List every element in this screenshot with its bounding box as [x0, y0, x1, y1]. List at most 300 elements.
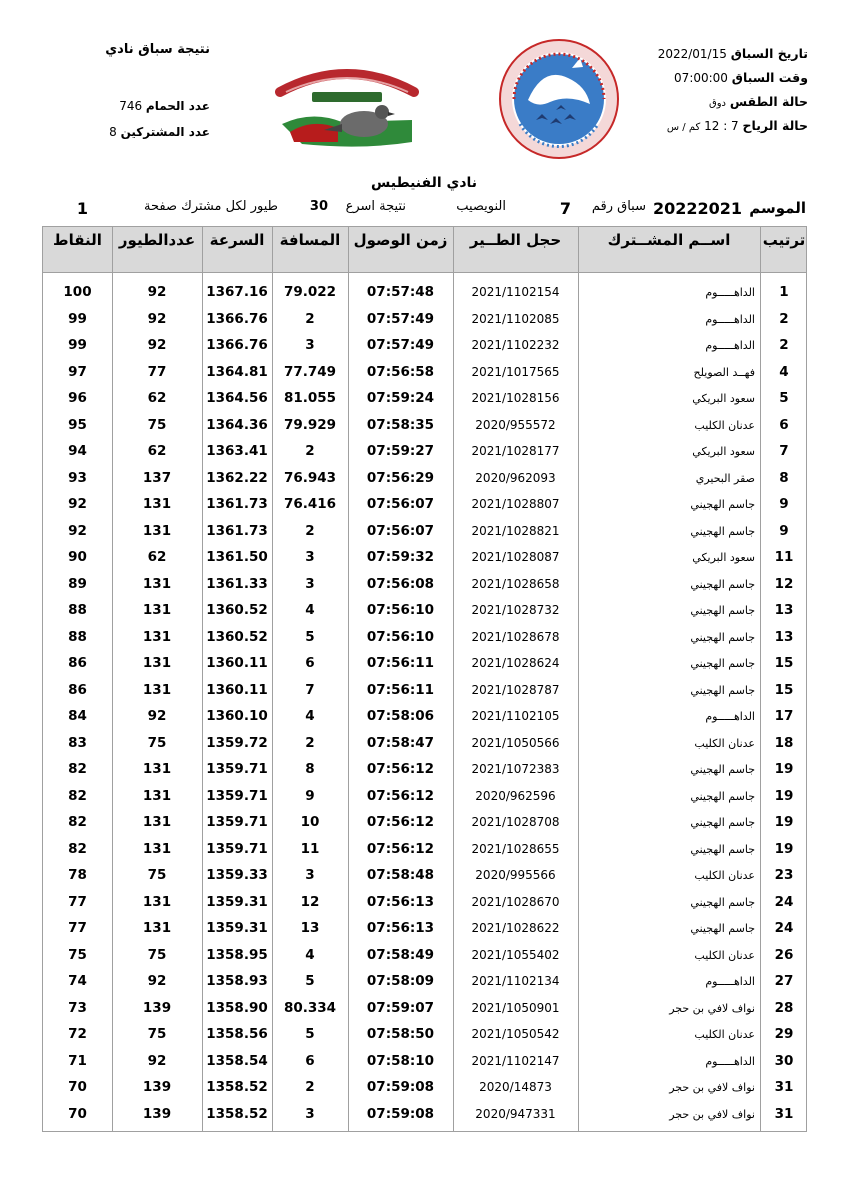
cell-birds: 92 [147, 1052, 167, 1069]
cell-participant: الداهـــــوم [705, 975, 755, 988]
cell-speed: 1359.71 [206, 761, 268, 777]
table-row [43, 624, 806, 651]
cell-participant: جاسم الهجيني [690, 498, 755, 511]
cell-ring: 2020/962596 [475, 788, 556, 803]
result-title: نتيجة سباق نادي [105, 42, 210, 57]
cell-points: 82 [68, 787, 87, 804]
table-row [43, 915, 806, 942]
cell-speed: 1362.22 [206, 469, 268, 486]
col-speed: السرعة [209, 231, 265, 249]
cell-speed: 1366.76 [206, 337, 268, 353]
race-number-label: سباق رقم [591, 199, 646, 214]
cell-ring: 2021/1028624 [471, 656, 560, 670]
cell-points: 74 [68, 973, 87, 989]
cell-arrival-time: 07:56:58 [366, 363, 435, 380]
cell-arrival-time: 07:56:07 [366, 522, 435, 539]
cell-speed: 1358.56 [206, 1026, 268, 1042]
cell-speed: 1361.33 [206, 575, 268, 592]
cell-birds: 131 [142, 602, 172, 618]
cell-ring: 2021/1102134 [471, 974, 560, 988]
cell-speed: 1359.71 [206, 814, 268, 830]
cell-speed: 1361.73 [206, 496, 268, 512]
cell-ring: 2021/1028821 [471, 523, 560, 538]
cell-speed: 1359.31 [206, 920, 268, 936]
wind-row [628, 114, 808, 138]
cell-points: 70 [68, 1079, 87, 1095]
cell-birds: 75 [147, 946, 167, 963]
page-number: 1 [76, 199, 88, 218]
table-header [43, 227, 806, 273]
cell-rank: 9 [779, 522, 789, 539]
table-row [43, 703, 806, 730]
cell-birds: 131 [142, 920, 172, 936]
cell-rank: 26 [774, 946, 794, 963]
cell-ring: 2021/1072383 [471, 762, 560, 776]
cell-distance: 76.416 [283, 496, 337, 512]
cell-birds: 131 [142, 628, 172, 645]
season-label: الموسم [749, 199, 806, 217]
cell-rank: 31 [774, 1105, 794, 1122]
wind-value: 7 : 12 [704, 119, 739, 133]
cell-birds: 92 [147, 973, 167, 989]
cell-distance: 77.749 [283, 363, 337, 380]
cell-arrival-time: 07:58:49 [366, 946, 435, 963]
col-ring: حجل الطــير [469, 231, 562, 249]
cell-points: 99 [68, 337, 87, 353]
cell-distance: 11 [300, 840, 320, 857]
cell-speed: 1366.76 [206, 310, 268, 327]
cell-participant: نواف لافي بن حجر [669, 1081, 755, 1094]
cell-participant: جاسم الهجيني [690, 816, 755, 829]
cell-rank: 19 [774, 761, 794, 777]
cell-rank: 6 [779, 416, 789, 433]
cell-ring: 2020/962093 [475, 470, 556, 485]
cell-distance: 8 [305, 761, 315, 777]
cell-ring: 2021/1028670 [471, 894, 560, 909]
cell-arrival-time: 07:59:24 [366, 390, 435, 406]
cell-birds: 62 [147, 390, 167, 406]
cell-distance: 4 [305, 946, 315, 963]
cell-points: 82 [68, 840, 87, 857]
cell-participant: جاسم الهجيني [690, 577, 755, 591]
race-info-line [44, 199, 806, 225]
cell-rank: 8 [779, 469, 789, 486]
cell-rank: 24 [774, 893, 794, 910]
table-row [43, 650, 806, 677]
cell-points: 82 [68, 814, 87, 830]
cell-arrival-time: 07:58:48 [366, 867, 435, 883]
cell-points: 100 [63, 284, 92, 300]
cell-rank: 19 [774, 814, 794, 830]
cell-rank: 2 [779, 310, 789, 327]
cell-ring: 2021/1055402 [471, 947, 560, 962]
cell-speed: 1361.73 [206, 522, 268, 539]
cell-arrival-time: 07:57:48 [366, 284, 435, 300]
cell-speed: 1358.54 [206, 1052, 268, 1069]
cell-rank: 23 [774, 867, 794, 883]
cell-speed: 1363.41 [206, 443, 268, 459]
cell-birds: 131 [142, 840, 172, 857]
participants-count-label: عدد المشتركين [120, 125, 210, 139]
cell-distance: 79.022 [283, 284, 337, 300]
cell-speed: 1359.71 [206, 787, 268, 804]
table-row [43, 544, 806, 571]
cell-points: 83 [68, 734, 87, 751]
club-name: نادي الفنيطيس [370, 175, 478, 191]
cell-birds: 131 [142, 522, 172, 539]
cell-arrival-time: 07:59:27 [366, 443, 435, 459]
table-row [43, 862, 806, 889]
cell-participant: جاسم الهجيني [690, 604, 755, 617]
cell-distance: 5 [305, 973, 315, 989]
cell-ring: 2021/1028678 [471, 629, 560, 644]
cell-distance: 80.334 [283, 999, 337, 1016]
cell-participant: عدنان الكليب [694, 1028, 755, 1041]
cell-distance: 3 [305, 867, 315, 883]
cell-arrival-time: 07:56:13 [366, 920, 435, 936]
cell-rank: 24 [774, 920, 794, 936]
cell-participant: جاسم الهجيني [690, 630, 755, 644]
cell-speed: 1358.93 [206, 973, 268, 989]
cell-distance: 3 [305, 337, 315, 353]
cell-distance: 3 [305, 575, 315, 592]
fastest-count: 30 [309, 199, 328, 214]
cell-birds: 131 [142, 893, 172, 910]
table-row [43, 306, 806, 333]
cell-birds: 131 [142, 655, 172, 671]
cell-distance: 2 [305, 310, 315, 327]
race-date-label: تاريخ السباق [730, 46, 808, 61]
cell-participant: الداهـــــوم [705, 1054, 755, 1068]
cell-participant: جاسم الهجيني [690, 763, 755, 776]
cell-ring: 2021/1102154 [471, 285, 560, 299]
cell-ring: 2021/1028807 [471, 497, 560, 511]
table-row [43, 491, 806, 518]
cell-participant: سعود البريكي [692, 445, 755, 458]
cell-speed: 1364.81 [206, 363, 268, 380]
cell-arrival-time: 07:56:10 [366, 602, 435, 618]
cell-participant: الداهـــــوم [705, 286, 755, 299]
cell-birds: 131 [142, 575, 172, 592]
cell-rank: 18 [774, 734, 794, 751]
cell-arrival-time: 07:56:12 [366, 761, 435, 777]
cell-points: 89 [68, 575, 87, 592]
race-date: 2022/01/15 [657, 47, 727, 61]
cell-distance: 5 [305, 628, 315, 645]
table-row [43, 332, 806, 359]
cell-points: 77 [68, 893, 87, 910]
cell-speed: 1358.52 [206, 1105, 268, 1122]
cell-ring: 2021/1050566 [471, 735, 560, 750]
cell-points: 78 [68, 867, 87, 883]
cell-birds: 131 [142, 814, 172, 830]
race-date-row [628, 42, 808, 66]
cell-distance: 2 [305, 443, 315, 459]
cell-arrival-time: 07:59:32 [366, 549, 435, 565]
col-arrival: زمن الوصول [353, 231, 448, 249]
cell-arrival-time: 07:56:10 [366, 628, 435, 645]
cell-points: 96 [68, 390, 87, 406]
cell-rank: 17 [774, 708, 794, 724]
cell-participant: الداهـــــوم [705, 710, 755, 723]
cell-arrival-time: 07:58:06 [366, 708, 435, 724]
cell-arrival-time: 07:56:07 [366, 496, 435, 512]
cell-points: 84 [68, 708, 87, 724]
cell-participant: فهــد الصويلح [693, 365, 755, 379]
cell-distance: 6 [305, 1052, 315, 1069]
cell-arrival-time: 07:59:08 [366, 1105, 435, 1122]
birds-count: 746 [119, 99, 143, 113]
cell-points: 71 [68, 1052, 87, 1069]
cell-arrival-time: 07:56:29 [366, 469, 435, 486]
cell-participant: الداهـــــوم [705, 339, 755, 352]
table-row [43, 756, 806, 783]
cell-birds: 62 [147, 443, 167, 459]
cell-arrival-time: 07:56:11 [366, 681, 435, 698]
table-row [43, 597, 806, 624]
cell-arrival-time: 07:56:12 [366, 814, 435, 830]
race-time: 07:00:00 [674, 71, 728, 85]
table-row [43, 809, 806, 836]
cell-birds: 139 [142, 999, 172, 1016]
cell-points: 92 [68, 522, 87, 539]
cell-distance: 4 [305, 602, 315, 618]
cell-participant: جاسم الهجيني [690, 842, 755, 856]
season-value: 20222021 [652, 199, 742, 218]
table-row [43, 730, 806, 757]
cell-points: 70 [68, 1105, 87, 1122]
cell-rank: 12 [774, 575, 794, 592]
cell-birds: 62 [147, 549, 167, 565]
table-row [43, 1074, 806, 1101]
cell-birds: 75 [147, 867, 167, 883]
cell-ring: 2021/1102232 [471, 338, 560, 352]
cell-arrival-time: 07:58:35 [366, 416, 435, 433]
cell-distance: 4 [305, 708, 315, 724]
race-meta [628, 42, 808, 138]
cell-speed: 1358.95 [206, 946, 268, 963]
weather-row [628, 90, 808, 114]
cell-participant: جاسم الهجيني [690, 895, 755, 909]
birds-count-label: عدد الحمام [145, 99, 210, 113]
cell-participant: عدنان الكليب [694, 418, 755, 432]
cell-rank: 28 [774, 999, 794, 1016]
col-distance: المسافة [279, 231, 341, 249]
race-time-row [628, 66, 808, 90]
cell-participant: جاسم الهجيني [690, 789, 755, 803]
table-row [43, 359, 806, 386]
table-row [43, 995, 806, 1022]
cell-points: 90 [68, 549, 87, 565]
cell-ring: 2020/995566 [475, 868, 556, 882]
cell-birds: 131 [142, 681, 172, 698]
cell-points: 88 [68, 602, 87, 618]
cell-rank: 9 [779, 496, 789, 512]
cell-participant: الداهـــــوم [705, 312, 755, 326]
cell-points: 73 [68, 999, 87, 1016]
table-row [43, 889, 806, 916]
cell-arrival-time: 07:59:07 [366, 999, 435, 1016]
table-row [43, 438, 806, 465]
cell-birds: 139 [142, 1105, 172, 1122]
col-points: النقاط [53, 231, 102, 249]
cell-ring: 2021/1028787 [471, 682, 560, 697]
cell-arrival-time: 07:58:47 [366, 734, 435, 751]
participants-count: 8 [109, 125, 117, 139]
cell-participant: صقر البحيري [695, 471, 755, 485]
cell-birds: 92 [147, 284, 167, 300]
cell-birds: 75 [147, 734, 167, 751]
cell-distance: 79.929 [283, 416, 337, 433]
cell-ring: 2020/947331 [475, 1106, 556, 1121]
cell-participant: نواف لافي بن حجر [669, 1001, 755, 1015]
cell-ring: 2021/1050542 [471, 1027, 560, 1041]
cell-points: 82 [68, 761, 87, 777]
cell-ring: 2021/1028732 [471, 603, 560, 617]
table-row [43, 385, 806, 412]
cell-birds: 131 [142, 787, 172, 804]
cell-distance: 2 [305, 734, 315, 751]
fastest-label: نتيجة اسرع [345, 199, 406, 214]
cell-points: 86 [68, 681, 87, 698]
cell-participant: جاسم الهجيني [690, 524, 755, 538]
cell-speed: 1360.11 [206, 681, 268, 698]
cell-participant: عدنان الكليب [694, 736, 755, 750]
cell-speed: 1359.72 [206, 734, 268, 751]
col-birds: عددالطيور [118, 231, 196, 249]
cell-ring: 2021/1028156 [471, 391, 560, 405]
cell-distance: 3 [305, 549, 315, 565]
wind-unit: كم / س [666, 122, 701, 133]
cell-participant: جاسم الهجيني [690, 922, 755, 935]
per-participant-label: طيور لكل مشترك صفحة [144, 199, 278, 214]
cell-distance: 5 [305, 1026, 315, 1042]
cell-speed: 1359.71 [206, 840, 268, 857]
cell-ring: 2021/1028708 [471, 815, 560, 829]
race-number: 7 [559, 199, 571, 218]
cell-speed: 1358.90 [206, 999, 268, 1016]
table-row [43, 783, 806, 810]
cell-speed: 1360.10 [206, 708, 268, 724]
table-row [43, 1101, 806, 1128]
cell-ring: 2021/1028655 [471, 841, 560, 856]
club-logo [272, 62, 422, 156]
cell-birds: 92 [147, 337, 167, 353]
cell-arrival-time: 07:59:08 [366, 1079, 435, 1095]
weather-value: دوق [708, 98, 727, 109]
race-time-label: وقت السباق [731, 70, 808, 85]
cell-points: 94 [68, 443, 87, 459]
cell-ring: 2021/1102085 [471, 311, 560, 326]
cell-speed: 1358.52 [206, 1079, 268, 1095]
cell-rank: 1 [779, 284, 789, 300]
cell-speed: 1360.11 [206, 655, 268, 671]
cell-distance: 7 [305, 681, 315, 698]
table-row [43, 942, 806, 969]
cell-arrival-time: 07:58:10 [366, 1052, 435, 1069]
cell-distance: 2 [305, 522, 315, 539]
cell-rank: 29 [774, 1026, 794, 1042]
cell-speed: 1359.31 [206, 893, 268, 910]
table-row [43, 412, 806, 439]
cell-arrival-time: 07:56:11 [366, 655, 435, 671]
cell-rank: 15 [774, 655, 794, 671]
cell-distance: 2 [305, 1079, 315, 1095]
cell-birds: 137 [142, 469, 172, 486]
cell-participant: جاسم الهجيني [690, 657, 755, 670]
cell-speed: 1360.52 [206, 602, 268, 618]
cell-birds: 139 [142, 1079, 172, 1095]
cell-birds: 131 [142, 761, 172, 777]
result-summary [80, 42, 210, 151]
cell-birds: 131 [142, 496, 172, 512]
cell-distance: 12 [300, 893, 320, 910]
cell-speed: 1364.56 [206, 390, 268, 406]
cell-distance: 3 [305, 1105, 315, 1122]
cell-rank: 11 [774, 549, 794, 565]
cell-distance: 6 [305, 655, 315, 671]
cell-ring: 2021/1017565 [471, 364, 560, 379]
cell-points: 72 [68, 1026, 87, 1042]
cell-ring: 2021/1102105 [471, 709, 560, 723]
cell-ring: 2020/14873 [479, 1080, 552, 1094]
cell-rank: 27 [774, 973, 794, 989]
cell-participant: نواف لافي بن حجر [669, 1107, 755, 1121]
cell-points: 77 [68, 920, 87, 936]
race-location: النويصيب [456, 199, 506, 214]
table-row [43, 1048, 806, 1075]
cell-ring: 2021/1028177 [471, 444, 560, 458]
cell-points: 93 [68, 469, 87, 486]
cell-distance: 9 [305, 787, 315, 804]
cell-points: 86 [68, 655, 87, 671]
cell-arrival-time: 07:56:08 [366, 575, 435, 592]
cell-arrival-time: 07:56:12 [366, 787, 435, 804]
table-row [43, 968, 806, 995]
cell-birds: 92 [147, 310, 167, 327]
cell-rank: 2 [779, 337, 789, 353]
table-row [43, 465, 806, 492]
cell-rank: 19 [774, 787, 794, 804]
cell-speed: 1367.16 [206, 284, 268, 300]
cell-ring: 2021/1028087 [471, 550, 560, 564]
cell-rank: 4 [779, 363, 789, 380]
cell-points: 92 [68, 496, 87, 512]
cell-distance: 76.943 [283, 469, 337, 486]
table-row [43, 571, 806, 598]
cell-birds: 77 [147, 363, 167, 380]
cell-participant: عدنان الكليب [694, 869, 755, 882]
cell-participant: جاسم الهجيني [690, 683, 755, 697]
table-row [43, 1021, 806, 1048]
cell-birds: 75 [147, 1026, 167, 1042]
cell-participant: سعود البريكي [692, 551, 755, 564]
cell-ring: 2021/1028658 [471, 576, 560, 591]
cell-speed: 1359.33 [206, 867, 268, 883]
cell-rank: 5 [779, 390, 789, 406]
cell-rank: 7 [779, 443, 789, 459]
cell-distance: 10 [300, 814, 320, 830]
cell-distance: 81.055 [283, 390, 337, 406]
cell-birds: 92 [147, 708, 167, 724]
cell-speed: 1361.50 [206, 549, 268, 565]
cell-birds: 75 [147, 416, 167, 433]
col-rank: ترتيب [762, 231, 806, 249]
cell-speed: 1364.36 [206, 416, 268, 433]
cell-arrival-time: 07:56:13 [366, 893, 435, 910]
cell-arrival-time: 07:58:09 [366, 973, 435, 989]
cell-points: 99 [68, 310, 87, 327]
